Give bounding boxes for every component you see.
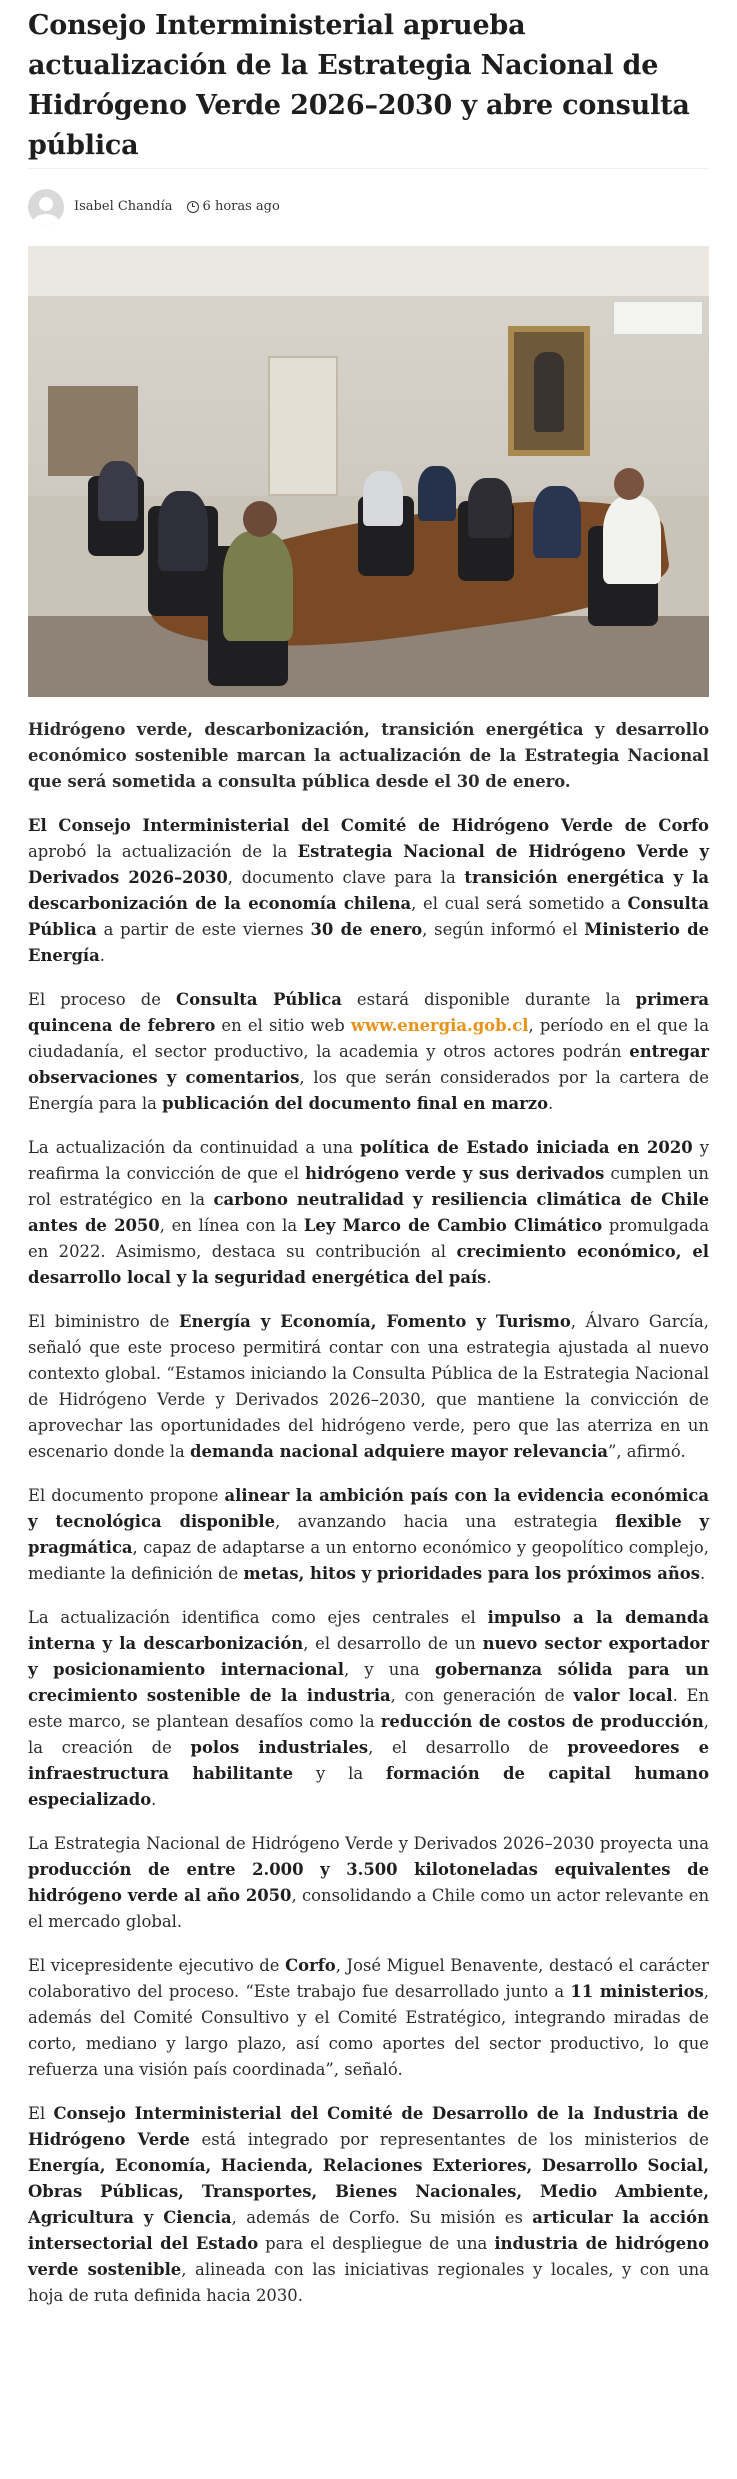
article-title: Consejo Interministerial aprueba actualización de la Estrategia Nacional de Hidrógeno Verde 2026–2030 y abre consulta pública	[28, 10, 690, 161]
body-text: , capaz de adaptarse a un entorno económico y geopolítico complejo, mediante la definición de	[28, 1538, 709, 1583]
body-text: , y una	[344, 1660, 435, 1679]
emphasis-text: publicación del documento final en marzo	[162, 1094, 549, 1113]
body-text: , el cual será sometido a	[411, 894, 628, 913]
body-text: .	[99, 946, 105, 965]
emphasis-text: valor local	[573, 1686, 673, 1705]
emphasis-text: 11 ministerios	[570, 1982, 704, 2001]
user-avatar-icon[interactable]	[28, 189, 64, 225]
emphasis-text: entregar observaciones y comentarios	[28, 1042, 709, 1087]
paragraph-6	[28, 1605, 709, 1813]
article-lead: Hidrógeno verde, descarbonización, transición energética y desarrollo económico sostenible marcan la actualización de la Estrategia Nacional que será sometida a consulta pública desde el 30 de enero.	[28, 720, 709, 791]
body-text: , José Miguel Benavente, destacó el carácter colaborativo del proceso. “Este trabajo fue desarrollado junto a	[28, 1956, 709, 2001]
emphasis-text: hidrógeno verde y sus derivados	[305, 1164, 605, 1183]
body-text: en el sitio web	[215, 1016, 351, 1035]
body-text: .	[486, 1268, 492, 1287]
paragraph-2	[28, 987, 709, 1117]
body-text: .	[151, 1790, 157, 1809]
body-text: , el desarrollo de un	[303, 1634, 483, 1653]
emphasis-text: Ley Marco de Cambio Climático	[303, 1216, 603, 1235]
body-text: , en línea con la	[159, 1216, 304, 1235]
body-text: para el despliegue de una	[258, 2234, 495, 2253]
body-text: estará disponible durante la	[341, 990, 636, 1009]
publish-time-label: 6 horas ago	[202, 199, 280, 214]
emphasis-text: Estrategia Nacional de Hidrógeno Verde y Derivados 2026–2030	[28, 842, 709, 887]
emphasis-text: El Consejo Interministerial del Comité de Hidrógeno Verde de Corfo	[28, 816, 709, 835]
body-text: , según informó el	[422, 920, 585, 939]
body-text: El documento propone	[28, 1486, 225, 1505]
body-text: .	[548, 1094, 554, 1113]
energia-website-link[interactable]: www.energia.gob.cl	[350, 1016, 529, 1035]
body-text: , la creación de	[28, 1712, 709, 1757]
paragraph-8	[28, 1953, 709, 2083]
emphasis-text: flexible y pragmática	[28, 1512, 709, 1557]
emphasis-text: crecimiento económico, el desarrollo local y la seguridad energética del país	[28, 1242, 709, 1287]
body-text: , documento clave para la	[227, 868, 465, 887]
body-text: El proceso de	[28, 990, 177, 1009]
emphasis-text: política de Estado iniciada en 2020	[360, 1138, 693, 1157]
emphasis-text: reducción de costos de producción	[380, 1712, 704, 1731]
emphasis-text: gobernanza sólida para un crecimiento sostenible de la industria	[28, 1660, 709, 1705]
paragraph-9	[28, 2101, 709, 2309]
body-text: , alineada con las iniciativas regionales y locales, y con una hoja de ruta definida hacia 2030.	[28, 2260, 709, 2305]
body-text: promulgada en 2022. Asimismo, destaca su contribución al	[28, 1216, 709, 1261]
body-text: y la	[293, 1764, 387, 1783]
emphasis-text: producción de entre 2.000 y 3.500 kilotoneladas equivalentes de hidrógeno verde al año 2050	[28, 1860, 709, 1905]
emphasis-text: Consulta Pública	[176, 990, 342, 1009]
body-text: , además del Comité Consultivo y el Comité Estratégico, integrando miradas de corto, mediano y largo plazo, así como aportes del sector productivo, lo que refuerza una visión país coordinada”, señaló.	[28, 1982, 710, 2079]
author-name[interactable]: Isabel Chandía	[74, 199, 173, 214]
body-text: , consolidando a Chile como un actor relevante en el mercado global.	[28, 1886, 709, 1931]
body-text: La Estrategia Nacional de Hidrógeno Verde y Derivados 2026–2030 proyecta una	[28, 1834, 709, 1853]
body-text: . En este marco, se plantean desafíos como la	[28, 1686, 710, 1731]
emphasis-text: Consulta Pública	[28, 894, 709, 939]
emphasis-text: articular la acción intersectorial del Estado	[28, 2208, 709, 2253]
paragraph-3	[28, 1135, 709, 1291]
body-text: , período en el que la ciudadanía, el sector productivo, la academia y otros actores podrán	[28, 1016, 709, 1061]
clock-icon	[187, 201, 199, 213]
body-text: , el desarrollo de	[368, 1738, 568, 1757]
body-text: y reafirma la convicción de que el	[28, 1138, 709, 1183]
body-text: , además de Corfo. Su misión es	[231, 2208, 533, 2227]
emphasis-text: impulso a la demanda interna y la descarbonización	[28, 1608, 709, 1653]
emphasis-text: 30 de enero	[310, 920, 423, 939]
emphasis-text: industria de hidrógeno verde sostenible	[28, 2234, 710, 2279]
emphasis-text: Ministerio de Energía	[28, 920, 710, 965]
paragraph-5	[28, 1483, 709, 1587]
body-text: La actualización da continuidad a una	[28, 1138, 361, 1157]
emphasis-text: Energía, Economía, Hacienda, Relaciones Exteriores, Desarrollo Social, Obras Públicas, Transportes, Bienes Nacionales, Medio Ambiente, Agricultura y Ciencia	[28, 2156, 709, 2227]
emphasis-text: Energía y Economía, Fomento y Turismo	[178, 1312, 571, 1331]
body-text: El vicepresidente ejecutivo de	[28, 1956, 286, 1975]
body-text: , avanzando hacia una estrategia	[275, 1512, 616, 1531]
emphasis-text: metas, hitos y prioridades para los próximos años	[243, 1564, 700, 1583]
paragraph-7	[28, 1831, 709, 1935]
emphasis-text: polos industriales	[190, 1738, 369, 1757]
meeting-photo	[28, 246, 709, 697]
body-text: , con generación de	[390, 1686, 574, 1705]
emphasis-text: primera quincena de febrero	[28, 990, 709, 1035]
emphasis-text: demanda nacional adquiere mayor relevancia	[190, 1442, 608, 1461]
emphasis-text: alinear la ambición país con la evidencia económica y tecnológica disponible	[28, 1486, 709, 1531]
body-text: está integrado por representantes de los ministerios de	[189, 2130, 709, 2149]
paragraph-1	[28, 813, 709, 969]
body-text: cumplen un rol estratégico en la	[28, 1164, 709, 1209]
body-text: , los que serán considerados por la cartera de Energía para la	[28, 1068, 709, 1113]
body-text: ”, afirmó.	[608, 1442, 686, 1461]
emphasis-text: nuevo sector exportador y posicionamiento internacional	[28, 1634, 709, 1679]
body-text: , Álvaro García, señaló que este proceso permitirá contar con una estrategia ajustada al nuevo contexto global. “Estamos iniciando la Consulta Pública de la Estrategia Nacional de Hidrógeno Verde y Derivados 2026–2030, que mantiene la convicción de aprovechar las oportunidades del hidrógeno verde, pero que las aterriza en un escenario donde la	[28, 1312, 709, 1461]
article-body	[28, 697, 709, 2309]
body-text: .	[699, 1564, 706, 1583]
body-text: aprobó la actualización de la	[28, 842, 298, 861]
emphasis-text: Consejo Interministerial del Comité de Desarrollo de la Industria de Hidrógeno Verde	[28, 2104, 709, 2149]
body-text: La actualización identifica como ejes centrales el	[28, 1608, 488, 1627]
publish-time	[187, 199, 280, 214]
body-text: El	[28, 2104, 54, 2123]
body-text: El biministro de	[28, 1312, 179, 1331]
emphasis-text: carbono neutralidad y resiliencia climática de Chile antes de 2050	[28, 1190, 709, 1235]
emphasis-text: formación de capital humano especializado	[28, 1764, 710, 1809]
body-text: a partir de este viernes	[96, 920, 311, 939]
emphasis-text: transición energética y la descarbonización de la economía chilena	[28, 868, 709, 913]
paragraph-4	[28, 1309, 709, 1465]
emphasis-text: Corfo	[285, 1956, 336, 1975]
emphasis-text: proveedores e infraestructura habilitante	[28, 1738, 710, 1783]
article-meta	[28, 168, 709, 244]
